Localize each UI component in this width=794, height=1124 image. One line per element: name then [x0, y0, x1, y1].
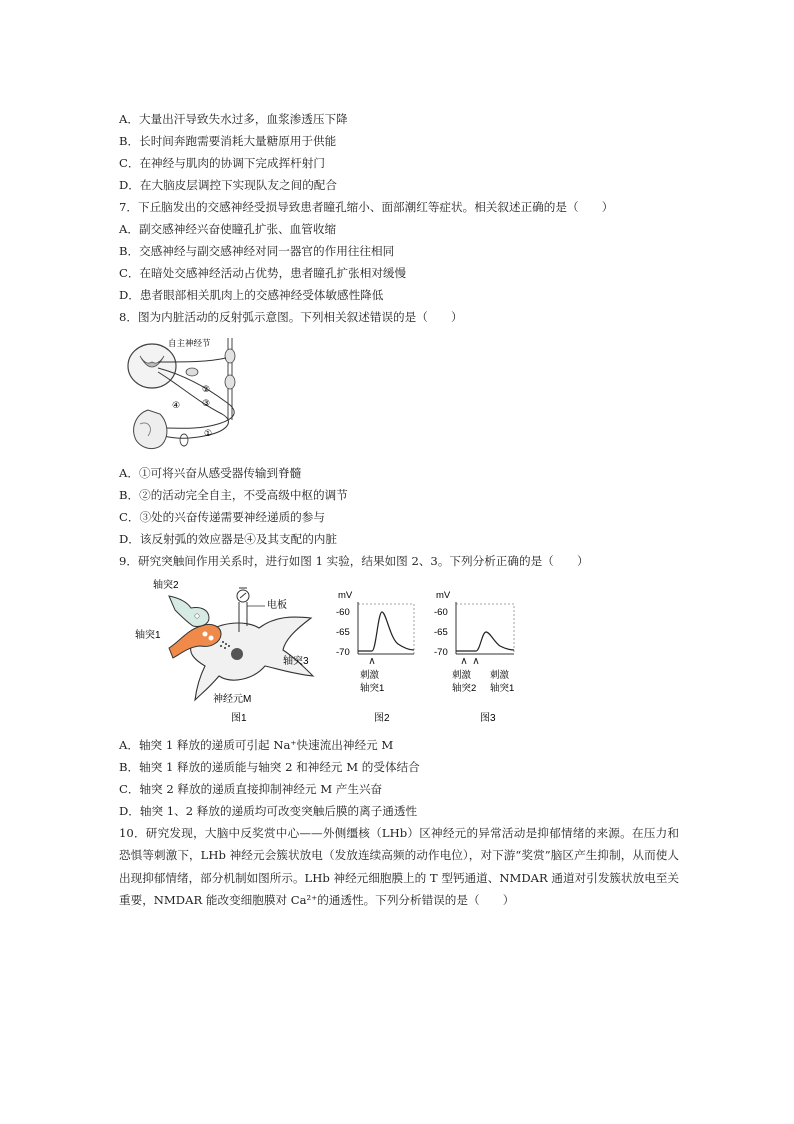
dorsal-root-ganglion: [186, 368, 198, 376]
fig3-stim2-target: 轴突1: [490, 683, 515, 694]
marker-2: ②: [202, 384, 211, 394]
fig2-tick-65: -65: [336, 627, 350, 638]
fig2-frame: [358, 604, 414, 654]
q7-option-b: B．交感神经与副交感神经对同一器官的作用往往相同: [119, 244, 395, 258]
marker-4: ④: [172, 400, 181, 410]
fig3-tick-65: -65: [434, 627, 448, 638]
q8-option-a: A．①可将兴奋从感受器传输到脊髓: [119, 466, 302, 480]
q8-stem: 8．图为内脏活动的反射弧示意图。下列相关叙述错误的是（ ）: [119, 310, 463, 324]
fig2-stim-label: 刺激: [360, 670, 380, 681]
fig3-trace: [456, 632, 514, 651]
q6-option-a: A．大量出汗导致失水过多，血浆渗透压下降: [119, 112, 348, 126]
fig2-trace: [358, 612, 414, 651]
q9-stem: 9．研究突触间作用关系时，进行如图 1 实验，结果如图 2、3。下列分析正确的是（ ）: [119, 554, 589, 568]
fig3-tick-60: -60: [434, 607, 448, 618]
q9-option-c: C．轴突 2 释放的递质直接抑制神经元 M 产生兴奋: [119, 782, 383, 796]
q8-option-c: C．③处的兴奋传递需要神经递质的参与: [119, 510, 325, 524]
receptor: [180, 434, 188, 446]
q9-option-d: D．轴突 1、2 释放的递质均可改变突触后膜的离子通透性: [119, 804, 418, 818]
q7-option-d: D．患者眼部相关肌肉上的交感神经受体敏感性降低: [119, 288, 384, 302]
q9-option-a: A．轴突 1 释放的递质可引起 Na⁺快速流出神经元 M: [119, 738, 394, 752]
axon2-label: 轴突2: [153, 580, 179, 591]
axon1-label: 轴突1: [135, 630, 161, 641]
q9-option-b: B．轴突 1 释放的递质能与轴突 2 和神经元 M 的受体结合: [119, 760, 420, 774]
fig3-stim-arrow-axon2: [462, 658, 466, 664]
fig2-stim-target: 轴突1: [360, 683, 385, 694]
neuron-m-label: 神经元M: [213, 694, 252, 705]
q7-option-a: A．副交感神经兴奋使瞳孔扩张、血管收缩: [119, 222, 337, 236]
fig3-frame: [456, 604, 514, 654]
q6-option-d: D．在大脑皮层调控下实现队友之间的配合: [119, 178, 337, 192]
fig3-stim2-label: 刺激: [490, 670, 510, 681]
marker-3: ③: [202, 398, 211, 408]
fig2-tick-70: -70: [336, 647, 350, 658]
fig2-caption: 图2: [374, 713, 390, 724]
q7-option-c: C．在暗处交感神经活动占优势，患者瞳孔扩张相对缓慢: [119, 266, 407, 280]
fig3-tick-70: -70: [434, 647, 448, 658]
q8-option-d: D．该反射弧的效应器是④及其支配的内脏: [119, 532, 337, 546]
fig1-caption: 图1: [231, 713, 247, 724]
marker-1: ①: [204, 428, 213, 438]
q8-option-b: B．②的活动完全自主，不受高级中枢的调节: [119, 488, 348, 502]
q6-option-c: C．在神经与肌肉的协调下完成挥杆射门: [119, 156, 325, 170]
fig1-synapse-diagram: [135, 576, 325, 726]
ganglion-label: 自主神经节: [168, 338, 211, 348]
q6-option-b: B．长时间奔跑需要消耗大量糖原用于供能: [119, 134, 337, 148]
fig3-potential-chart: [428, 588, 538, 726]
fig2-potential-chart: [330, 588, 425, 726]
axon3-label: 轴突3: [283, 656, 309, 667]
fig3-caption: 图3: [480, 713, 496, 724]
autonomic-ganglion: [225, 349, 235, 363]
fig3-stim1-label: 刺激: [452, 670, 472, 681]
electrode-label: 电板: [267, 600, 287, 611]
fig2-stim-arrow: [370, 658, 374, 664]
fig3-stim1-target: 轴突2: [452, 683, 477, 694]
nucleus: [231, 648, 243, 660]
fig3-stim-arrow-axon1: [474, 658, 478, 664]
q7-stem: 7．下丘脑发出的交感神经受损导致患者瞳孔缩小、面部潮红等症状。相关叙述正确的是（ ）: [119, 200, 614, 214]
reflex-arc-figure: [118, 332, 278, 457]
fig3-unit: mV: [436, 590, 451, 601]
fig2-tick-60: -60: [336, 607, 350, 618]
q10-paragraph: 10．研究发现，大脑中反奖赏中心——外侧缰核（LHb）区神经元的异常活动是抑郁情绪的来源。在压力和恐惧等刺激下，LHb 神经元会簇状放电（发放连续高频的动作电位），对下游“奖赏”脑区产生抑制，从而使人出现抑郁情绪，部分机制如图所示。LHb 神经元细胞膜上的 T 型钙通道、NMDAR 通道对引发簇状放电至关重要，NMDAR 能改变细胞膜对 Ca²⁺的通透性。下列分析错误的是（ ）: [119, 826, 679, 907]
axon2-terminal: [169, 596, 209, 627]
fig2-unit: mV: [338, 590, 353, 601]
